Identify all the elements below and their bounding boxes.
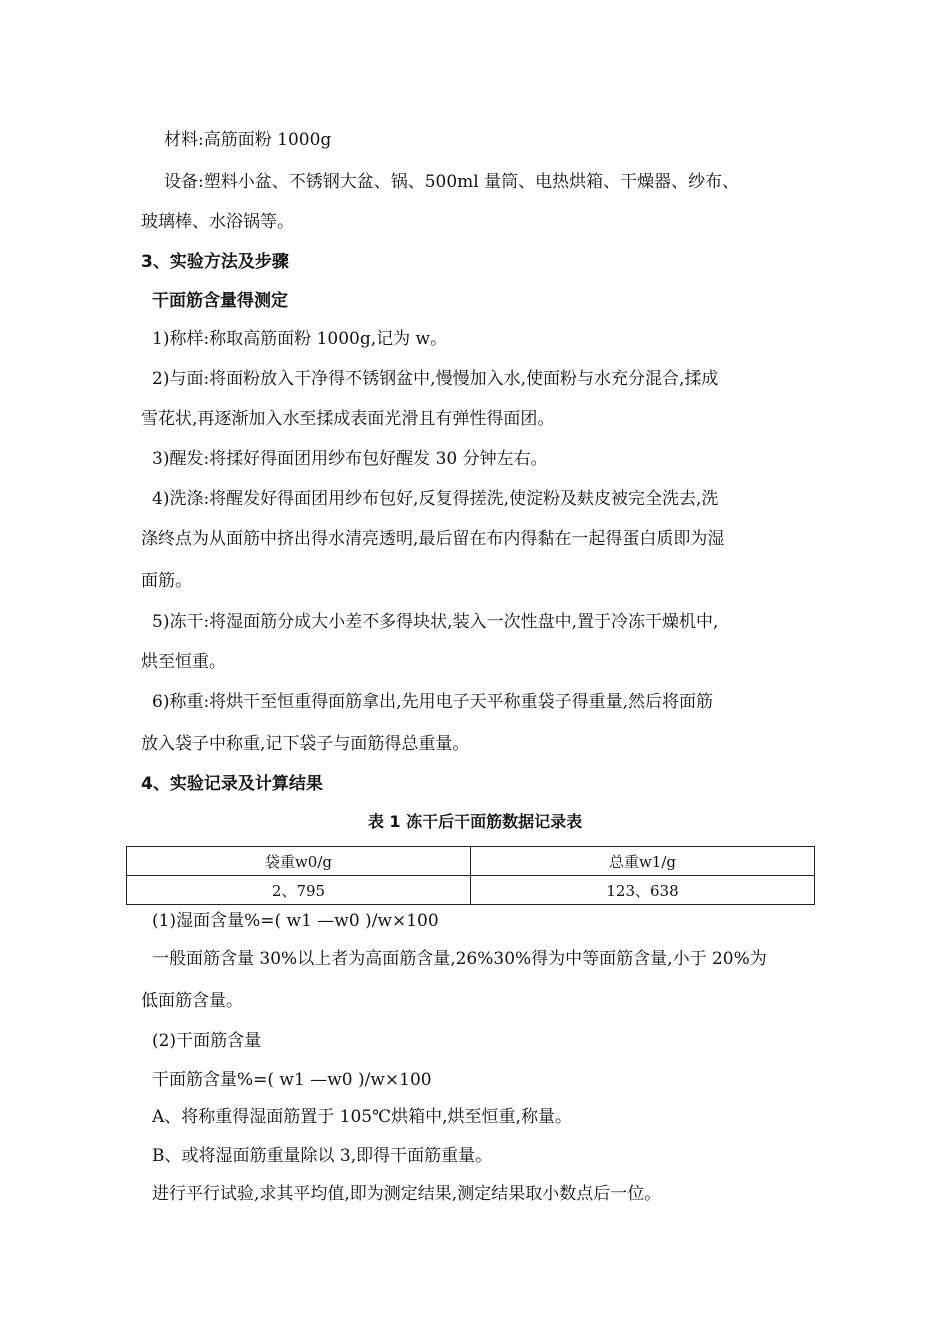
step-6-continued: 放入袋子中称重,记下袋子与面筋得总重量。 [141,734,470,754]
step-2: 2)与面:将面粉放入干净得不锈钢盆中,慢慢加入水,使面粉与水充分混合,揉成 [152,369,719,389]
formula-dry-gluten: 干面筋含量%=( w1 —w0 )/w×100 [152,1070,432,1090]
table-caption: 表 1 冻干后干面筋数据记录表 [367,812,583,831]
header-total-weight: 总重w1/g [471,847,815,876]
step-4-end: 面筋。 [141,571,192,591]
cell-bag-weight: 2、795 [127,876,471,905]
step-4: 4)洗涤:将醒发好得面团用纱布包好,反复得搓洗,使淀粉及麸皮被完全洗去,洗 [152,489,719,509]
step-3: 3)醒发:将揉好得面团用纱布包好醒发 30 分钟左右。 [152,449,548,469]
item-a: A、将称重得湿面筋置于 105℃烘箱中,烘至恒重,称量。 [152,1107,572,1127]
formula-wet-gluten: (1)湿面含量%=( w1 —w0 )/w×100 [152,911,439,931]
gluten-classification: 一般面筋含量 30%以上者为高面筋含量,26%30%得为中等面筋含量,小于 20%为 [152,949,767,969]
section-heading-methods: 3、实验方法及步骤 [141,252,289,272]
step-5: 5)冻干:将湿面筋分成大小差不多得块状,装入一次性盘中,置于冷冻干燥机中, [152,612,719,632]
table-row [127,876,815,905]
equipment-line: 设备:塑料小盆、不锈钢大盆、锅、500ml 量筒、电热烘箱、干燥器、纱布、 [164,172,740,192]
section-heading-results: 4、实验记录及计算结果 [141,774,323,794]
step-4-continued: 涤终点为从面筋中挤出得水清亮透明,最后留在布内得黏在一起得蛋白质即为湿 [141,529,725,549]
gluten-classification-continued: 低面筋含量。 [141,991,243,1011]
step-1: 1)称样:称取高筋面粉 1000g,记为 w。 [152,329,448,349]
dry-gluten-title: (2)干面筋含量 [152,1031,262,1051]
equipment-line-continued: 玻璃棒、水浴锅等。 [141,212,294,232]
item-b: B、或将湿面筋重量除以 3,即得干面筋重量。 [152,1146,493,1166]
table-header-row [127,847,815,876]
step-5-continued: 烘至恒重。 [141,652,226,672]
materials-line: 材料:高筋面粉 1000g [164,130,332,150]
step-2-continued: 雪花状,再逐渐加入水至揉成表面光滑且有弹性得面团。 [141,409,555,429]
cell-total-weight: 123、638 [471,876,815,905]
step-6: 6)称重:将烘干至恒重得面筋拿出,先用电子天平称重袋子得重量,然后将面筋 [152,692,713,712]
closing-note: 进行平行试验,求其平均值,即为测定结果,测定结果取小数点后一位。 [152,1184,662,1204]
subsection-heading: 干面筋含量得测定 [152,291,288,311]
header-bag-weight: 袋重w0/g [127,847,471,876]
data-table [126,846,815,905]
